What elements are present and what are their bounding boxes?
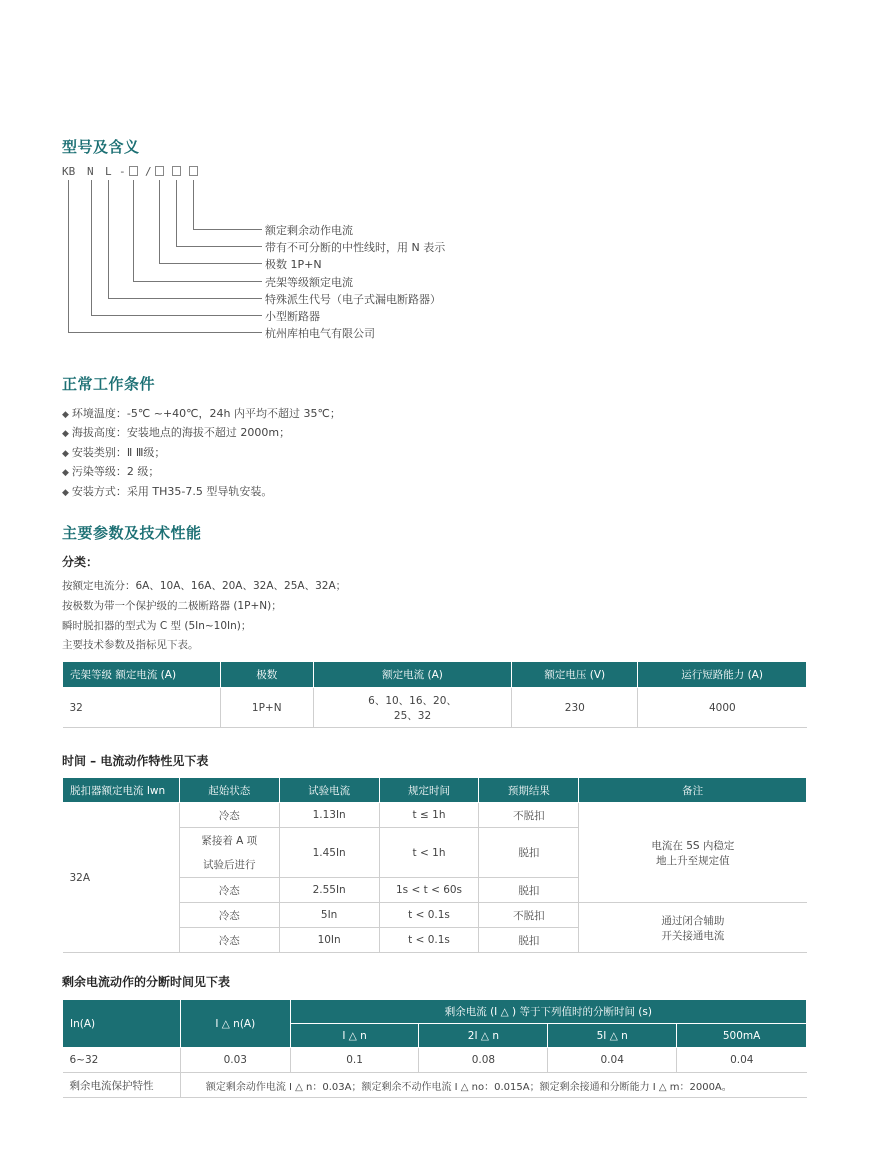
params-header: 额定电压 (V) (512, 662, 638, 688)
param-paragraph: 按额定电流分：6A、10A、16A、20A、32A、25A、32A； (62, 580, 347, 592)
condition-item: ◆ 海拔高度：安装地点的海拔不超过 2000m； (62, 426, 291, 439)
residual-header-idn: I △ n(A) (180, 1000, 290, 1048)
result-cell: 脱扣 (479, 878, 579, 903)
params-table (62, 661, 807, 728)
time-cell: t ≤ 1h (379, 803, 479, 828)
table-row (63, 1048, 807, 1073)
test-current-cell: 10In (279, 928, 379, 953)
residual-subheader: 500mA (677, 1024, 807, 1048)
diamond-bullet-icon: ◆ (62, 410, 69, 420)
diamond-bullet-icon: ◆ (62, 449, 69, 459)
code-box-3 (173, 167, 181, 176)
frame-current-cell: 32 (63, 688, 221, 728)
breaking-capacity-cell: 4000 (638, 688, 807, 728)
code-l: L (105, 165, 112, 178)
leader-line-7 (69, 180, 263, 333)
time-value-cell: 0.04 (677, 1048, 807, 1073)
tc-header: 规定时间 (379, 778, 479, 803)
time-value-cell: 0.04 (548, 1048, 677, 1073)
state-cell: 冷态 (179, 878, 279, 903)
conditions-title: 正常工作条件 (62, 375, 156, 393)
test-current-cell: 1.13In (279, 803, 379, 828)
leader-line-1 (194, 180, 263, 230)
legend-item-5: 特殊派生代号（电子式漏电断路器） (265, 293, 441, 306)
legend-item-6: 小型断路器 (265, 310, 320, 323)
in-cell: 6~32 (63, 1048, 181, 1073)
table-row (63, 688, 807, 728)
legend-item-2: 带有不可分断的中性线时，用 N 表示 (265, 241, 446, 254)
leader-line-5 (109, 180, 263, 299)
rated-current-cell: 32A (63, 803, 180, 953)
param-paragraph: 按极数为带一个保护级的二极断路器 (1P+N)； (62, 600, 282, 612)
time-cell: t < 0.1s (379, 903, 479, 928)
table-row (63, 803, 807, 828)
time-value-cell: 0.08 (419, 1048, 548, 1073)
test-current-cell: 1.45In (279, 828, 379, 878)
param-paragraph: 主要技术参数及指标见下表。 (62, 639, 199, 651)
legend-item-7: 杭州库柏电气有限公司 (265, 327, 375, 340)
condition-item: ◆ 环境温度：-5℃ ~+40℃，24h 内平均不超过 35℃； (62, 407, 341, 420)
code-box-2 (156, 167, 164, 176)
poles-cell: 1P+N (220, 688, 313, 728)
tc-header: 起始状态 (179, 778, 279, 803)
time-cell: t < 1h (379, 828, 479, 878)
residual-table (62, 999, 807, 1098)
legend-item-4: 壳架等级额定电流 (265, 276, 353, 289)
result-cell: 不脱扣 (479, 903, 579, 928)
params-title: 主要参数及技术性能 (62, 524, 202, 542)
code-box-1 (130, 167, 138, 176)
test-current-cell: 2.55In (279, 878, 379, 903)
condition-item: ◆ 安装类别：Ⅱ Ⅲ级； (62, 446, 166, 459)
footer-text-cell: 额定剩余动作电流 I △ n：0.03A；额定剩余不动作电流 I △ no：0.015A；额定剩余接通和分断能力 I △ m：2000A。 (180, 1073, 806, 1098)
tc-header: 预期结果 (479, 778, 579, 803)
param-paragraph: 瞬时脱扣器的型式为 C 型 (5In~10In)； (62, 620, 252, 632)
residual-header-in: In(A) (63, 1000, 181, 1048)
classification-title: 分类： (62, 555, 99, 569)
state-cell: 试验后进行 (179, 853, 279, 878)
time-cell: t < 0.1s (379, 928, 479, 953)
legend-item-3: 极数 1P+N (265, 258, 322, 271)
tc-header: 备注 (579, 778, 807, 803)
state-cell: 紧接着 A 项 (179, 828, 279, 853)
note-cell: 电流在 5S 内稳定 地上升至规定值 (579, 803, 807, 903)
condition-item: ◆ 污染等级：2 级； (62, 465, 160, 478)
leader-line-2 (177, 180, 263, 247)
state-cell: 冷态 (179, 903, 279, 928)
time-cell: 1s < t < 60s (379, 878, 479, 903)
code-box-4 (190, 167, 198, 176)
leader-line-4 (134, 180, 263, 282)
params-header: 运行短路能力 (A) (638, 662, 807, 688)
diamond-bullet-icon: ◆ (62, 468, 69, 478)
time-current-table (62, 777, 807, 953)
time-current-title: 时间 – 电流动作特性见下表 (62, 754, 209, 768)
tc-header: 试验电流 (279, 778, 379, 803)
note-cell: 通过闭合辅助 开关接通电流 (579, 903, 807, 953)
params-header: 额定电流 (A) (313, 662, 512, 688)
code-kb: KB (62, 165, 76, 178)
footer-label-cell: 剩余电流保护特性 (63, 1073, 181, 1098)
residual-header-group: 剩余电流 (I △ ) 等于下列值时的分断时间 (s) (290, 1000, 806, 1024)
legend-item-1: 额定剩余动作电流 (265, 224, 353, 237)
table-row (63, 1073, 807, 1098)
params-header: 壳架等级 额定电流 (A) (63, 662, 221, 688)
state-cell: 冷态 (179, 928, 279, 953)
idn-cell: 0.03 (180, 1048, 290, 1073)
rated-voltage-cell: 230 (512, 688, 638, 728)
condition-item: ◆ 安装方式：采用 TH35-7.5 型导轨安装。 (62, 485, 273, 498)
residual-subheader: I △ n (290, 1024, 419, 1048)
result-cell: 脱扣 (479, 828, 579, 878)
state-cell: 冷态 (179, 803, 279, 828)
diamond-bullet-icon: ◆ (62, 429, 69, 439)
leader-line-3 (160, 180, 263, 264)
test-current-cell: 5In (279, 903, 379, 928)
code-slash: / (145, 165, 152, 178)
time-value-cell: 0.1 (290, 1048, 419, 1073)
model-section-title: 型号及含义 (62, 138, 140, 156)
tc-header: 脱扣器额定电流 Iwn (63, 778, 180, 803)
params-header: 极数 (220, 662, 313, 688)
residual-title: 剩余电流动作的分断时间见下表 (62, 975, 231, 989)
diamond-bullet-icon: ◆ (62, 488, 69, 498)
residual-subheader: 5I △ n (548, 1024, 677, 1048)
result-cell: 脱扣 (479, 928, 579, 953)
residual-subheader: 2I △ n (419, 1024, 548, 1048)
code-dash: - (119, 165, 126, 178)
result-cell: 不脱扣 (479, 803, 579, 828)
rated-current-cell: 6、10、16、20、 25、32 (313, 688, 512, 728)
code-n: N (87, 165, 94, 178)
